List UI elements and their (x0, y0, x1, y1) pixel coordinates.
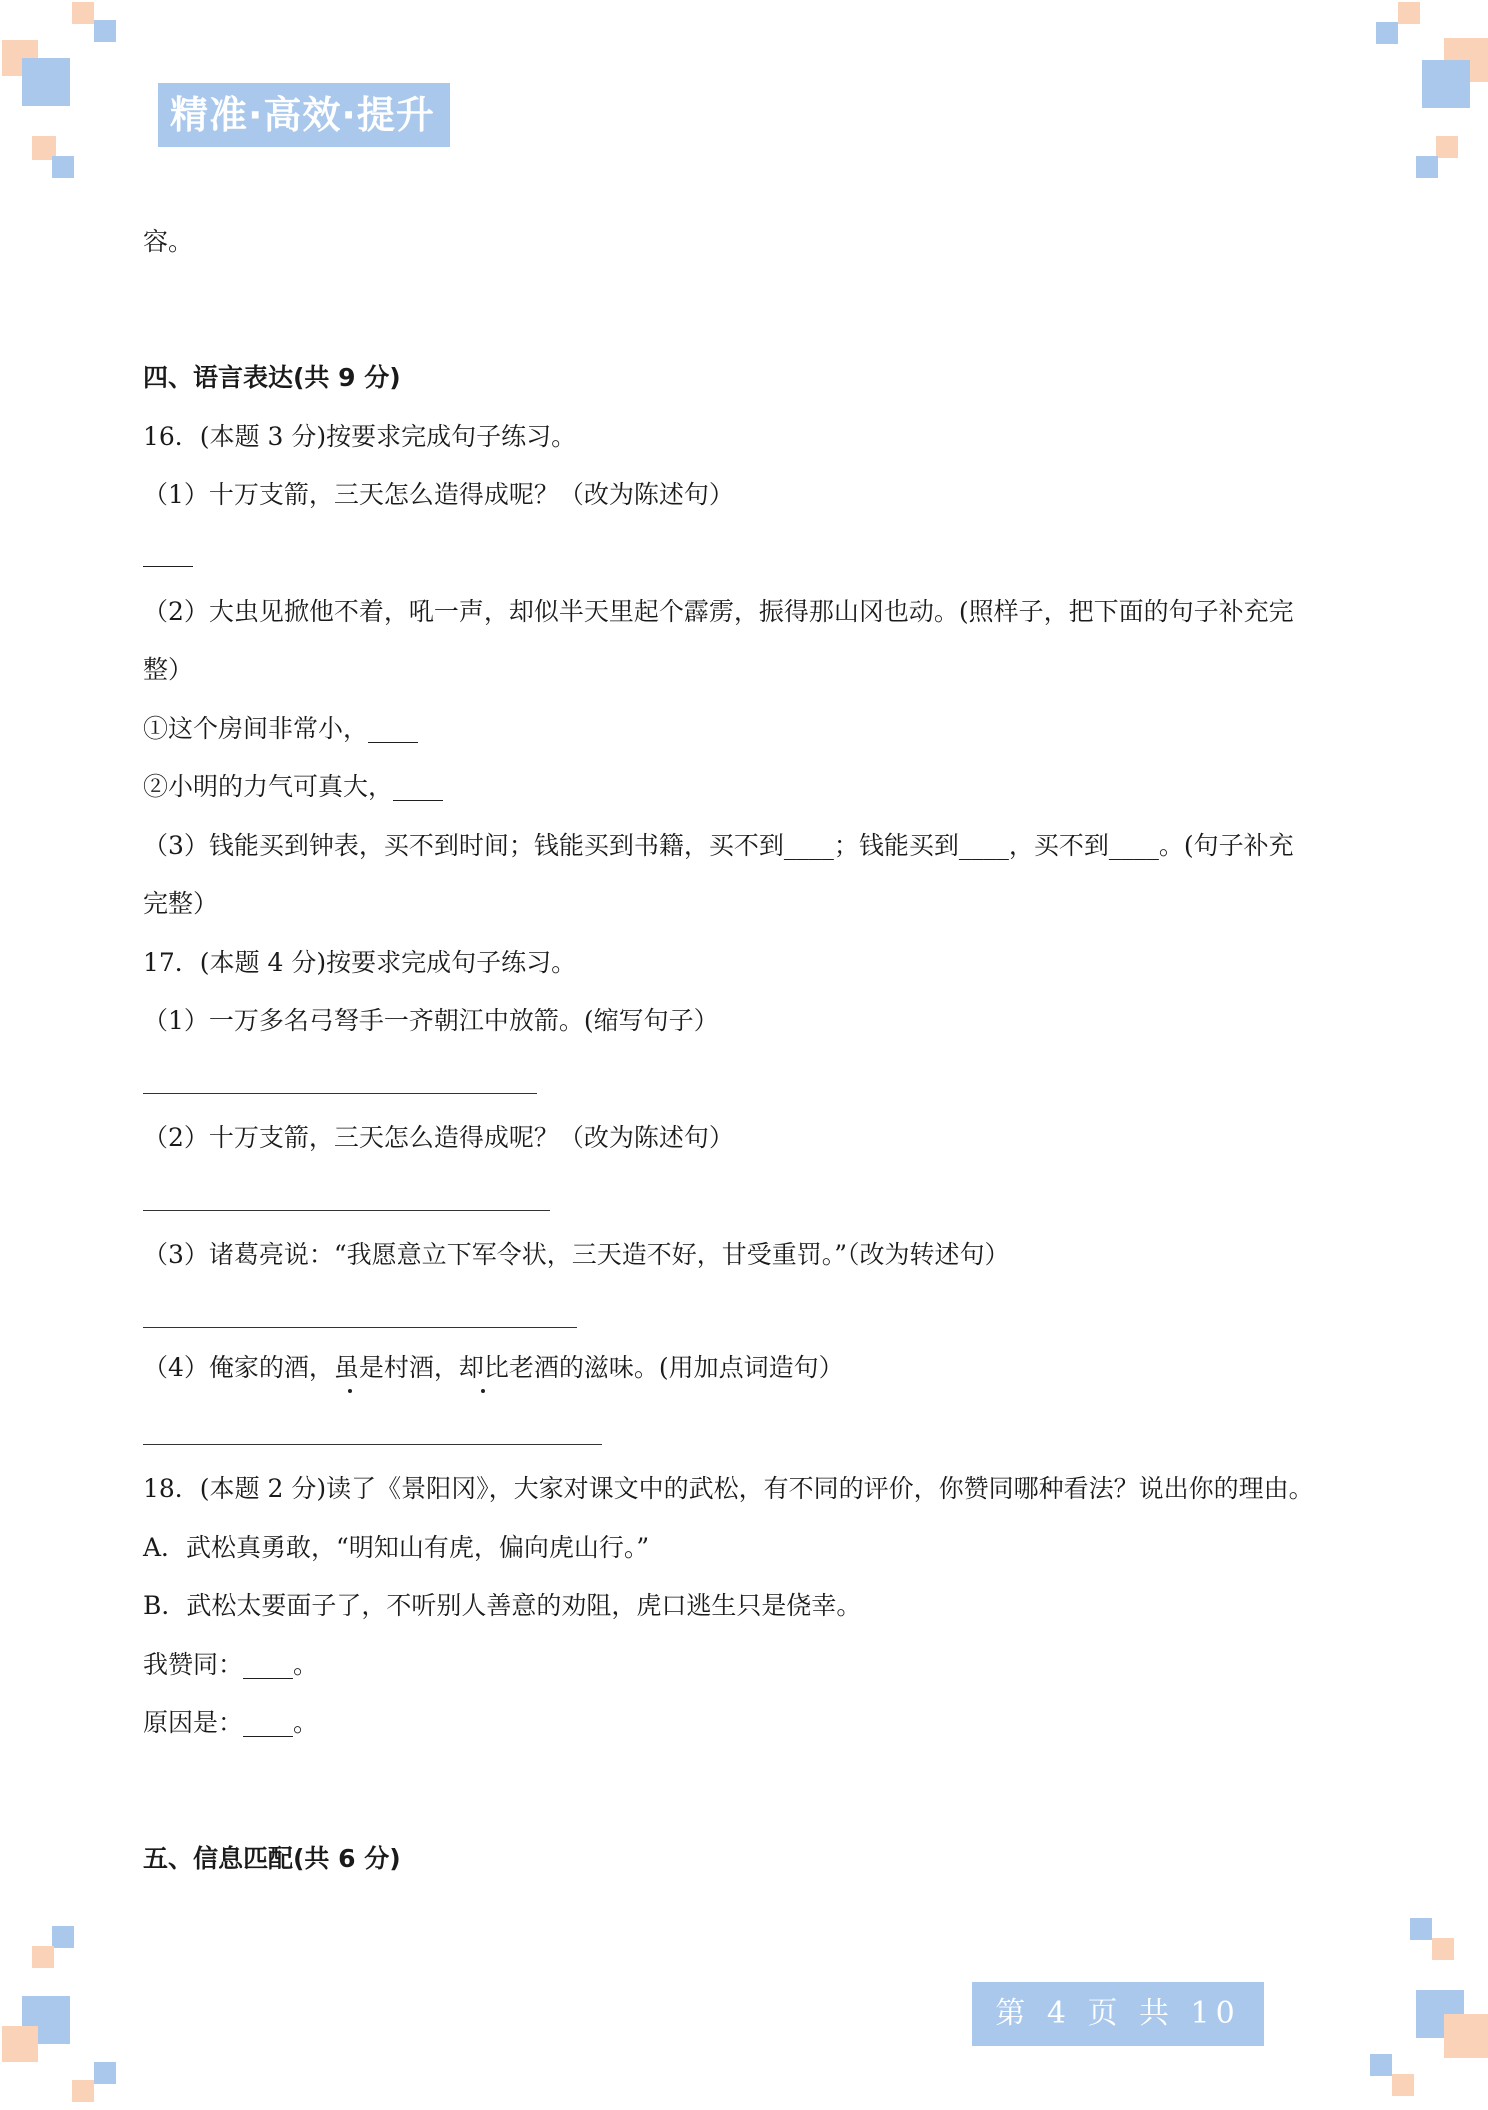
question-16-stem: 16．(本题 3 分)按要求完成句子练习。 (143, 422, 577, 451)
question-16-part-1: （1）十万支箭，三天怎么造得成呢？（改为陈述句） (143, 480, 734, 509)
question-18-agree-blank[interactable]: 我赞同：____。 (143, 1650, 319, 1679)
question-17-part-3-answer-line[interactable] (143, 1327, 577, 1328)
question-16-part-2-line-2: 整） (143, 655, 194, 684)
question-18-option-a: A．武松真勇敢，“明知山有虎，偏向虎山行。” (143, 1533, 650, 1562)
question-16-part-2-line-1: （2）大虫见掀他不着，吼一声，却似半天里起个霹雳，振得那山冈也动。(照样子，把下面的句子补充完 (143, 597, 1294, 626)
question-17-part-1: （1）一万多名弓弩手一齐朝江中放箭。(缩写句子） (143, 1006, 719, 1035)
question-18-option-b: B．武松太要面子了，不听别人善意的劝阻，虎口逃生只是侥幸。 (143, 1591, 862, 1620)
brand-banner: 精准·高效·提升 (158, 83, 450, 147)
section-5-title: 五、信息匹配(共 6 分) (143, 1844, 401, 1873)
question-17-part-2: （2）十万支箭，三天怎么造得成呢？（改为陈述句） (143, 1123, 734, 1152)
section-4-title: 四、语言表达(共 9 分) (143, 363, 401, 392)
question-17-part-3: （3）诸葛亮说：“我愿意立下军令状，三天造不好，甘受重罚。”（改为转述句） (143, 1240, 1010, 1269)
question-17-part-1-answer-line[interactable] (143, 1093, 537, 1094)
previous-text-tail: 容。 (143, 227, 194, 256)
question-18-stem: 18．(本题 2 分)读了《景阳冈》，大家对课文中的武松，有不同的评价，你赞同哪种看法？说出你的理由。 (143, 1474, 1314, 1503)
question-16-part-2-item-a: ①这个房间非常小，____ (143, 714, 419, 743)
page-number-label: 第 4 页 共 10 页 (972, 1982, 1264, 2046)
question-16-part-2-item-b: ②小明的力气可真大，____ (143, 772, 444, 801)
question-17-part-2-answer-line[interactable] (143, 1210, 550, 1211)
emphasis-dot-sui (348, 1389, 352, 1393)
question-17-part-4: （4）俺家的酒，虽是村酒，却比老酒的滋味。(用加点词造句） (143, 1353, 844, 1382)
question-17-part-4-answer-line[interactable] (143, 1444, 602, 1445)
question-18-reason-blank[interactable]: 原因是：____。 (143, 1708, 319, 1737)
question-16-part-1-answer-blank[interactable]: ____ (143, 538, 193, 567)
question-17-stem: 17．(本题 4 分)按要求完成句子练习。 (143, 948, 577, 977)
question-16-part-3-line-1: （3）钱能买到钟表，买不到时间；钱能买到书籍，买不到____；钱能买到____，买不到____。(句子补充 (143, 831, 1294, 860)
question-16-part-3-line-2: 完整） (143, 889, 219, 918)
emphasis-dot-que (481, 1389, 485, 1393)
